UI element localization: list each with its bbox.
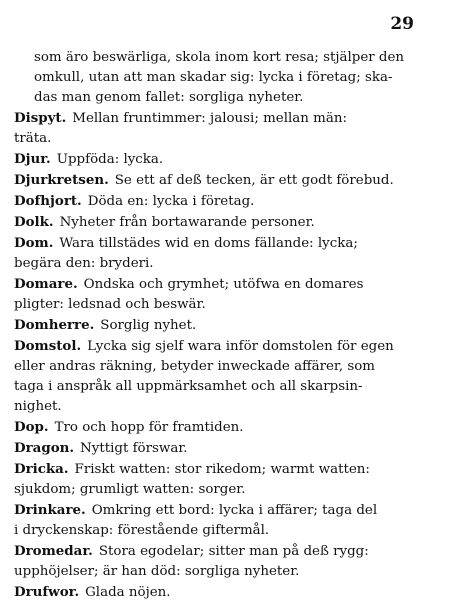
entry-line: Glada nöjen. (85, 585, 171, 600)
entry-dom (14, 233, 434, 274)
entry-dricka (14, 459, 434, 500)
entry-line: Lycka sig sjelf wara inför domstolen för egen (87, 339, 394, 354)
page-number: 29 (390, 14, 414, 34)
entry-djur (14, 149, 434, 170)
entry-line: Se ett af deß tecken, är ett godt förebud. (114, 173, 394, 188)
entry-dispyt (14, 108, 434, 149)
entry-dragon (14, 438, 434, 459)
dictionary-entries (14, 48, 434, 603)
entry-headword: Drufwor. (14, 584, 80, 600)
entry-headword: Dofhjort. (14, 193, 82, 209)
entry-continuation (14, 48, 434, 108)
entry-headword: Dragon. (14, 440, 75, 456)
entry-headword: Dromedar. (14, 543, 93, 559)
entry-line: Ondska och grymhet; utöfwa en domares (83, 277, 364, 292)
entry-line: eller andras räkning, betyder inweckade affärer, som (14, 359, 375, 374)
entry-dolk (14, 212, 434, 233)
entry-dofhjort (14, 191, 434, 212)
entry-line: Tro och hopp för framtiden. (54, 420, 244, 435)
entry-headword: Dispyt. (14, 110, 67, 126)
entry-line: omkull, utan att man skadar sig: lycka i företag; ska- (34, 70, 393, 85)
entry-line: Sorglig nyhet. (100, 318, 197, 333)
entry-drufwor (14, 582, 434, 603)
entry-line: Friskt watten: stor rikedom; warmt watten: (74, 462, 370, 477)
entry-line: upphöjelser; är han död: sorgliga nyheter. (14, 564, 300, 579)
entry-domare (14, 274, 434, 315)
entry-headword: Dricka. (14, 461, 69, 477)
entry-line: Omkring ett bord: lycka i affärer; taga del (91, 503, 378, 518)
entry-headword: Dom. (14, 235, 54, 251)
entry-line: Mellan fruntimmer: jalousi; mellan män: (72, 111, 347, 126)
entry-line: Nyheter från bortawarande personer. (59, 215, 315, 230)
entry-domherre (14, 315, 434, 336)
entry-headword: Domherre. (14, 317, 95, 333)
entry-line: Döda en: lycka i företag. (87, 194, 255, 209)
entry-line: nighet. (14, 399, 62, 414)
entry-line: Nyttigt förswar. (80, 441, 188, 456)
entry-line: taga i anspråk all uppmärksamhet och all skarpsin- (14, 379, 363, 394)
entry-line: begära den: bryderi. (14, 256, 154, 271)
entry-headword: Dolk. (14, 214, 54, 230)
entry-headword: Djurkretsen. (14, 172, 109, 188)
entry-dop (14, 417, 434, 438)
entry-domstol (14, 336, 434, 417)
entry-line: träta. (14, 131, 52, 146)
entry-line: das man genom fallet: sorgliga nyheter. (34, 90, 304, 105)
entry-headword: Drinkare. (14, 502, 86, 518)
entry-line: som äro beswärliga, skola inom kort resa; stjälper den (34, 50, 405, 65)
entry-line: pligter: ledsnad och beswär. (14, 297, 206, 312)
entry-line: sjukdom; grumligt watten: sorger. (14, 482, 246, 497)
entry-line: Stora egodelar; sitter man på deß rygg: (98, 544, 369, 559)
entry-dromedar (14, 541, 434, 582)
entry-line: Wara tillstädes wid en doms fällande: lycka; (59, 236, 358, 251)
entry-djurkretsen (14, 170, 434, 191)
entry-line: i dryckenskap: förestående giftermål. (14, 523, 270, 538)
entry-drinkare (14, 500, 434, 541)
entry-line: Uppföda: lycka. (56, 152, 164, 167)
entry-headword: Djur. (14, 151, 51, 167)
entry-headword: Domare. (14, 276, 78, 292)
entry-headword: Domstol. (14, 338, 82, 354)
entry-headword: Dop. (14, 419, 49, 435)
